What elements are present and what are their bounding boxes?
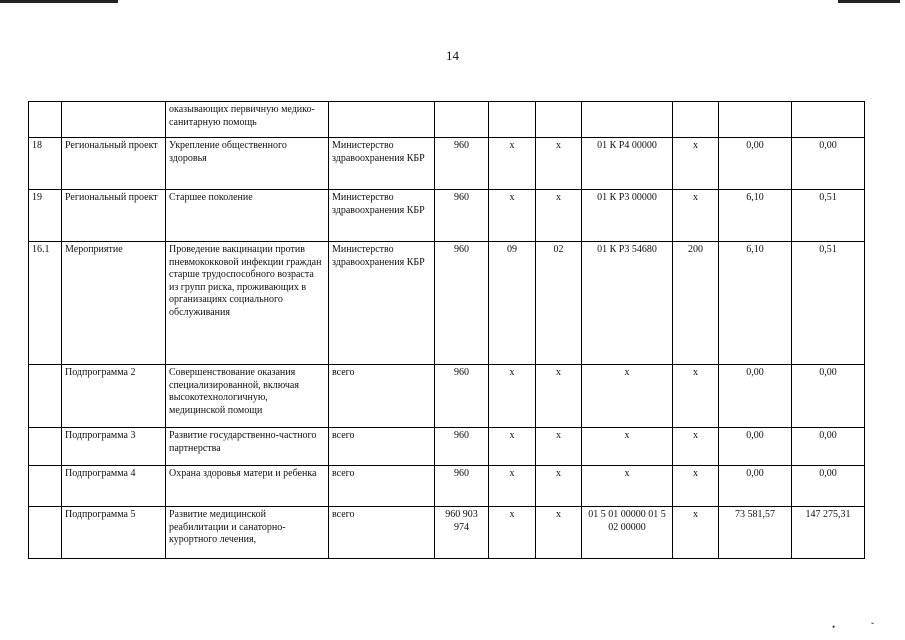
cell-rz: x [489,138,536,190]
cell-type: Региональный проект [62,138,166,190]
cell-name: Совершенствование оказания специализированной, включая высокотехнологичную, медицинской помощи [166,365,329,428]
table-body [29,102,865,559]
cell-rz: 09 [489,242,536,365]
cell-csr: x [582,428,673,466]
cell-executor: Министерство здравоохранения КБР [329,190,435,242]
cell-vr: 200 [673,242,719,365]
cell-num [29,428,62,466]
cell-value-1: 6,10 [719,190,792,242]
cell-csr: 01 К Р4 00000 [582,138,673,190]
cell-name: Развитие медицинской реабилитации и санаторно-курортного лечения, [166,507,329,559]
cell-grbs [435,102,489,138]
cell-value-1 [719,102,792,138]
cell-type: Мероприятие [62,242,166,365]
cell-num: 18 [29,138,62,190]
cell-pr: x [536,466,582,507]
cell-value-1: 6,10 [719,242,792,365]
cell-name: Проведение вакцинации против пневмококковой инфекции граждан старше трудоспособного возраста из групп риска, проживающих в организациях социального обслуживания [166,242,329,365]
cell-pr: x [536,428,582,466]
cell-value-2: 0,00 [792,428,865,466]
cell-pr: x [536,365,582,428]
cell-value-2: 0,51 [792,242,865,365]
cell-type: Подпрограмма 4 [62,466,166,507]
cell-pr [536,102,582,138]
cell-pr: x [536,138,582,190]
cell-vr [673,102,719,138]
cell-executor: всего [329,365,435,428]
cell-grbs: 960 [435,466,489,507]
cell-grbs: 960 [435,190,489,242]
cell-executor: Министерство здравоохранения КБР [329,138,435,190]
table-row [29,138,865,190]
cell-rz: x [489,466,536,507]
cell-type: Подпрограмма 3 [62,428,166,466]
table-row [29,365,865,428]
cell-vr: x [673,507,719,559]
cell-vr: x [673,190,719,242]
page-number: 14 [446,48,459,63]
cell-rz: x [489,365,536,428]
cell-csr: 01 К Р3 00000 [582,190,673,242]
scan-edge-mark-right [838,0,900,3]
cell-rz: x [489,507,536,559]
budget-table [28,101,865,559]
cell-num: 16.1 [29,242,62,365]
cell-pr: x [536,507,582,559]
cell-grbs: 960 [435,138,489,190]
cell-vr: x [673,138,719,190]
cell-csr: x [582,466,673,507]
cell-grbs: 960 [435,365,489,428]
cell-value-2: 0,00 [792,138,865,190]
cell-value-2: 0,00 [792,466,865,507]
cell-value-2 [792,102,865,138]
cell-num [29,507,62,559]
table-row [29,507,865,559]
cell-executor: всего [329,507,435,559]
cell-grbs: 960 [435,428,489,466]
cell-type: Подпрограмма 2 [62,365,166,428]
scan-speck: ˇ [871,621,874,631]
cell-executor: всего [329,428,435,466]
cell-vr: x [673,365,719,428]
cell-num [29,365,62,428]
table-row [29,466,865,507]
cell-num [29,466,62,507]
cell-executor: Министерство здравоохранения КБР [329,242,435,365]
cell-num [29,102,62,138]
cell-csr: x [582,365,673,428]
cell-type: Региональный проект [62,190,166,242]
cell-value-1: 0,00 [719,365,792,428]
cell-rz: x [489,428,536,466]
cell-value-1: 0,00 [719,466,792,507]
cell-value-2: 0,51 [792,190,865,242]
cell-vr: x [673,466,719,507]
table-row [29,190,865,242]
cell-csr: 01 5 01 00000 01 5 02 00000 [582,507,673,559]
cell-grbs: 960 903 974 [435,507,489,559]
cell-vr: x [673,428,719,466]
cell-value-2: 0,00 [792,365,865,428]
cell-name: Развитие государственно-частного партнерства [166,428,329,466]
cell-pr: x [536,190,582,242]
cell-type [62,102,166,138]
cell-name: Старшее поколение [166,190,329,242]
cell-rz [489,102,536,138]
cell-grbs: 960 [435,242,489,365]
table-row [29,428,865,466]
cell-type: Подпрограмма 5 [62,507,166,559]
cell-csr: 01 К Р3 54680 [582,242,673,365]
cell-value-1: 0,00 [719,428,792,466]
cell-csr [582,102,673,138]
scan-speck: • [832,622,836,632]
cell-num: 19 [29,190,62,242]
cell-value-1: 73 581,57 [719,507,792,559]
cell-rz: x [489,190,536,242]
cell-name: Охрана здоровья матери и ребенка [166,466,329,507]
cell-value-2: 147 275,31 [792,507,865,559]
cell-executor: всего [329,466,435,507]
cell-executor [329,102,435,138]
table-row [29,102,865,138]
cell-pr: 02 [536,242,582,365]
cell-value-1: 0,00 [719,138,792,190]
scan-edge-mark-left [0,0,118,3]
cell-name: оказывающих первичную медико-санитарную помощь [166,102,329,138]
table-row [29,242,865,365]
cell-name: Укрепление общественного здоровья [166,138,329,190]
